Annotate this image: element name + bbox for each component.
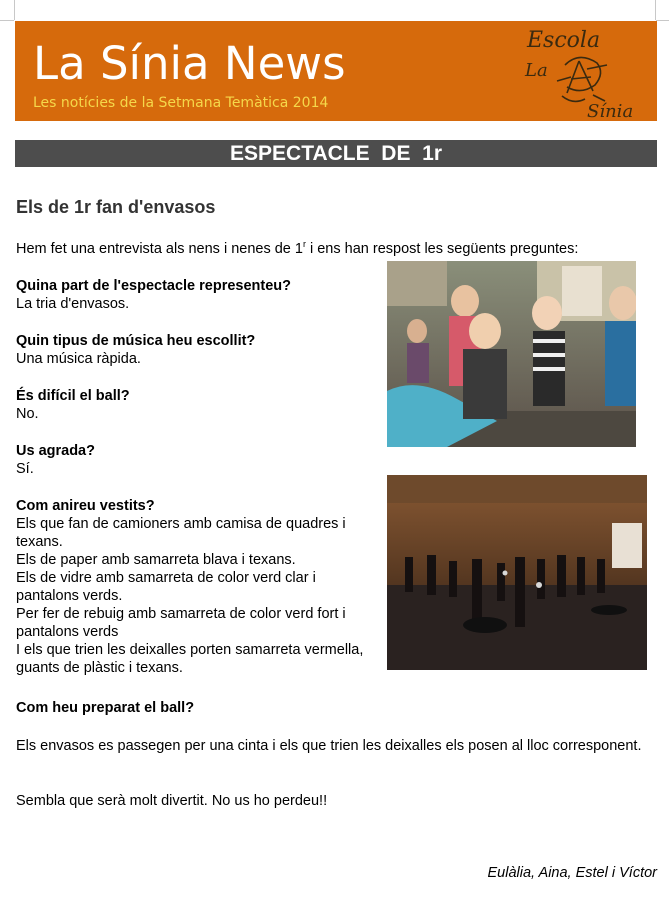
crop-mark	[656, 20, 669, 21]
costume-line: Els que fan de camioners amb camisa de quadres i texans.	[16, 516, 346, 550]
answer: Sí.	[16, 461, 34, 477]
masthead-title: La Sínia News	[33, 37, 346, 90]
ball-answer: Els envasos es passegen per una cinta i els que trien les deixalles els posen al lloc corresponent.	[16, 738, 642, 754]
article-signature: Eulàlia, Aina, Estel i Víctor	[487, 865, 657, 881]
school-logo-icon	[507, 21, 657, 121]
question: Quin tipus de música heu escollit?	[16, 333, 256, 349]
ball-question: Com heu preparat el ball?	[16, 700, 195, 716]
costume-line: Els de vidre amb samarreta de color verd clar i pantalons verds.	[16, 570, 316, 604]
qa-item	[16, 332, 381, 368]
children-classroom-photo	[387, 261, 636, 447]
crop-mark	[14, 0, 15, 20]
costume-line: Els de paper amb samarreta blava i texans.	[16, 552, 296, 568]
masthead-subtitle: Les notícies de la Setmana Temàtica 2014	[33, 95, 329, 111]
closing-text: Sembla que serà molt divertit. No us ho perdeu!!	[16, 793, 328, 809]
crop-mark	[655, 0, 656, 20]
crop-mark	[0, 20, 14, 21]
article-intro: Hem fet una entrevista als nens i nenes de 1$^r$ i ens han respost les següents preguntes:	[16, 239, 579, 257]
answer: No.	[16, 406, 39, 422]
question: Quina part de l'espectacle representeu?	[16, 278, 292, 294]
costume-line: I els que trien les deixalles porten samarreta vermella, guants de plàstic i texans.	[16, 642, 364, 676]
article-headline: Els de 1r fan d'envasos	[16, 197, 216, 217]
section-title: ESPECTACLE DE 1r	[15, 140, 657, 167]
question: Com anireu vestits?	[16, 498, 155, 514]
svg-text:Escola: Escola	[527, 28, 601, 53]
question: És difícil el ball?	[16, 388, 130, 404]
costume-line: Per fer de rebuig amb samarreta de color verd fort i pantalons verds	[16, 606, 346, 640]
answer: La tria d'envasos.	[16, 296, 130, 312]
gym-dance-photo	[387, 475, 647, 670]
question: Us agrada?	[16, 443, 95, 459]
svg-text:Sínia: Sínia	[587, 101, 634, 121]
svg-text:La: La	[525, 60, 548, 81]
qa-item	[16, 442, 381, 478]
masthead	[15, 21, 657, 121]
qa-item-costumes	[16, 497, 381, 677]
qa-item	[16, 387, 381, 423]
answer: Una música ràpida.	[16, 351, 141, 367]
qa-item	[16, 277, 381, 313]
